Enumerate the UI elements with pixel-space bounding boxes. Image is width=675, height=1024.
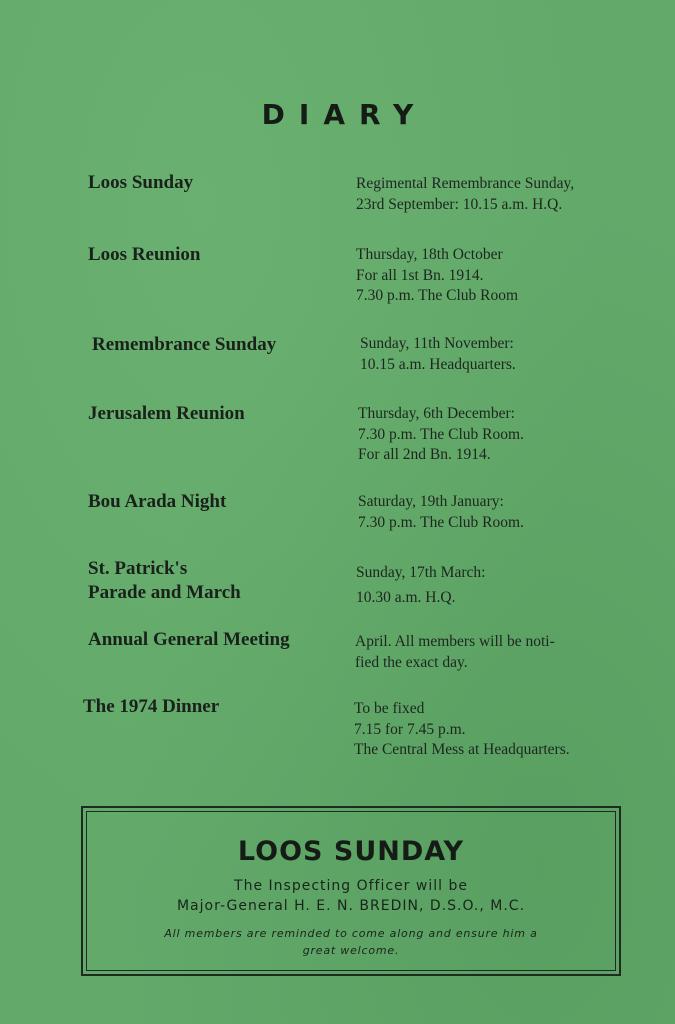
event-name: Jerusalem Reunion — [88, 403, 245, 424]
event-name: The 1974 Dinner — [83, 696, 220, 717]
event-name: Loos Reunion — [88, 244, 201, 265]
notice-line: The Inspecting Officer will be — [234, 878, 468, 894]
event-details: Sunday, 11th November: 10.15 a.m. Headquarters. — [360, 335, 516, 373]
event-details: April. All members will be noti- fied the exact day. — [355, 633, 555, 671]
notice-officer: Major-General H. E. N. BREDIN, D.S.O., M.C. — [176, 898, 526, 914]
loos-sunday-notice-box — [81, 806, 621, 976]
page-title: DIARY — [261, 98, 428, 131]
event-details: Sunday, 17th March: 10.30 a.m. H.Q. — [356, 564, 486, 606]
event-name: St. Patrick's Parade and March — [88, 558, 241, 603]
event-details: Regimental Remembrance Sunday, 23rd September: 10.15 a.m. H.Q. — [356, 175, 575, 213]
event-name: Bou Arada Night — [88, 491, 227, 512]
notice-title: LOOS SUNDAY — [237, 836, 465, 867]
event-name: Loos Sunday — [88, 172, 194, 193]
event-details: Thursday, 6th December: 7.30 p.m. The Club Room. For all 2nd Bn. 1914. — [358, 405, 524, 463]
notice-reminder: All members are reminded to come along and ensure him a great welcome. — [164, 927, 538, 957]
event-details: To be fixed 7.15 for 7.45 p.m. The Central Mess at Headquarters. — [354, 700, 570, 758]
event-name: Annual General Meeting — [88, 629, 290, 650]
event-name: Remembrance Sunday — [92, 334, 277, 355]
event-details: Thursday, 18th October For all 1st Bn. 1914. 7.30 p.m. The Club Room — [356, 246, 519, 304]
event-details: Saturday, 19th January: 7.30 p.m. The Club Room. — [358, 493, 524, 531]
